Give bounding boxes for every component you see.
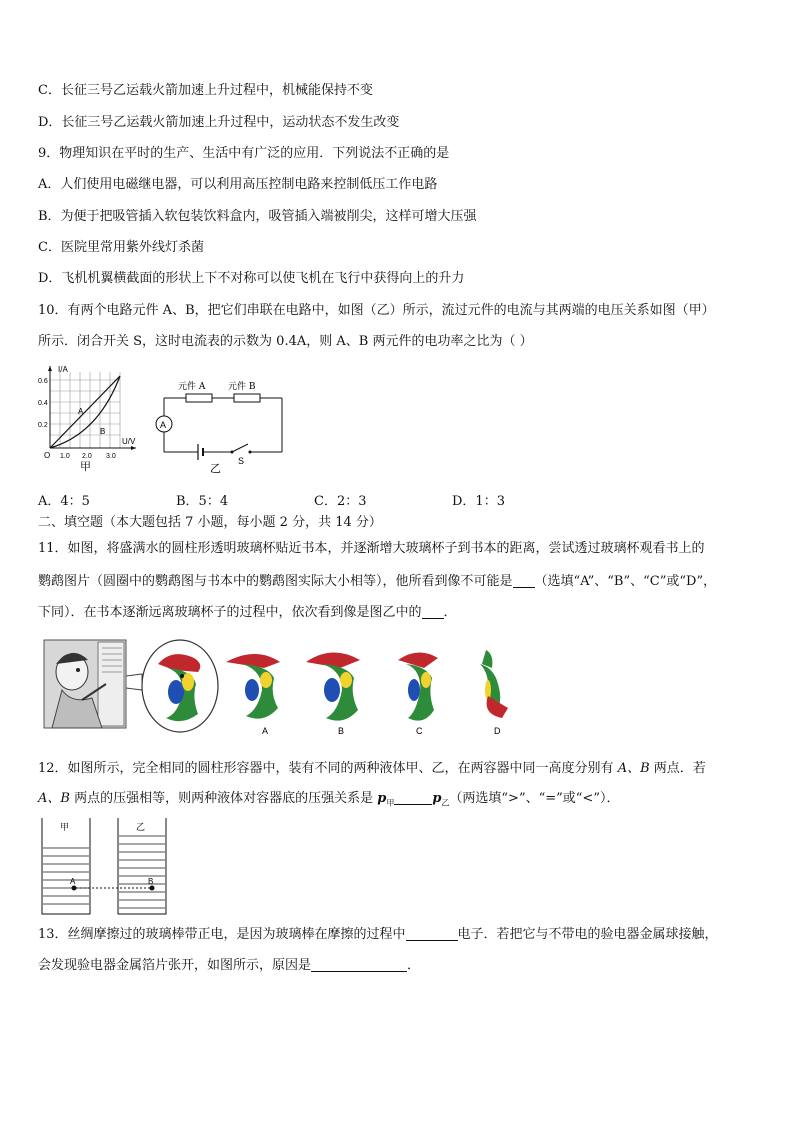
element-a-label: 元件 A <box>178 382 206 392</box>
origin-label: O <box>44 451 51 460</box>
label-d: D <box>494 726 501 736</box>
y-tick: 0.4 <box>38 400 48 407</box>
q11-parrot-figure <box>42 634 522 738</box>
q12-container-figure <box>38 816 168 918</box>
q11-line2: 鹦鹉图片（圆圈中的鹦鹉图与书本中的鹦鹉图实际大小相等），他所看到像不可能是 （选填“A”、“B”、“C”或“D”， <box>38 574 717 589</box>
switch-label: S <box>238 456 245 466</box>
curve-a-label: A <box>78 407 84 416</box>
x-tick: 2.0 <box>82 453 92 460</box>
point-a <box>72 886 77 891</box>
q12-line1: 12．如图所示，完全相同的圆柱形容器中，装有不同的两种液体甲、乙，在两容器中同一高度分别有 A、B 两点．若 <box>38 761 706 776</box>
y-tick: 0.6 <box>38 378 48 385</box>
parrot-b <box>306 652 360 720</box>
parrot-d <box>480 650 508 718</box>
q13-blank-2 <box>311 957 407 972</box>
curve-a <box>50 376 120 448</box>
q13-line2: 会发现验电器金属箔片张开，如图所示，原因是 ． <box>38 958 421 973</box>
switch <box>232 444 248 452</box>
container-jia-label: 甲 <box>60 823 70 833</box>
q9-option-c: C．医院里常用紫外线灯杀菌 <box>38 240 204 255</box>
q8-option-c: C．长征三号乙运载火箭加速上升过程中，机械能保持不变 <box>38 83 373 98</box>
q11-line3: 下同）．在书本逐渐远离玻璃杯子的过程中，依次看到像是图乙中的 ． <box>38 605 457 620</box>
q11-line1: 11．如图，将盛满水的圆柱形透明玻璃杯贴近书本，并逐渐增大玻璃杯子到书本的距离，尝试透过玻璃杯观看书上的 <box>38 541 705 556</box>
q9-option-a: A．人们使用电磁继电器，可以利用高压控制电路来控制低压工作电路 <box>38 177 438 192</box>
element-b <box>234 394 260 402</box>
circuit-caption: 乙 <box>210 462 221 474</box>
q10-iu-graph <box>36 362 148 474</box>
x-tick: 1.0 <box>60 453 70 460</box>
element-b-label: 元件 B <box>228 382 256 392</box>
section-title: 二、填空题（本大题包括 7 小题，每小题 2 分，共 14 分） <box>38 515 382 530</box>
parrot-a <box>226 654 280 719</box>
parrot-c <box>398 652 438 720</box>
x-axis-label: U/V <box>122 437 136 446</box>
ammeter-label: A <box>160 420 167 430</box>
q11-blank-2 <box>422 604 444 619</box>
q10-option-b: B．5：4 <box>176 494 229 509</box>
q11-blank-1 <box>513 573 535 588</box>
q10-option-c: C．2：3 <box>314 494 367 509</box>
q8-option-d: D．长征三号乙运载火箭加速上升过程中，运动状态不发生改变 <box>38 115 400 130</box>
point-b <box>150 886 155 891</box>
q12-line2: A、B 两点的压强相等，则两种液体对容器底的压强关系是 $p_甲$ $p_乙$（两选填“>”、“=”或“<”）． <box>38 791 620 808</box>
q10-stem-line1: 10．有两个电路元件 A、B，把它们串联在电路中，如图（乙）所示，流过元件的电流与其两端的电压关系如图（甲） <box>38 303 715 318</box>
q9-stem: 9．物理知识在平时的生产、生活中有广泛的应用．下列说法不正确的是 <box>38 146 450 161</box>
graph-caption: 甲 <box>80 460 91 473</box>
q13-blank-1 <box>406 926 458 941</box>
element-a <box>186 394 212 402</box>
y-axis-label: I/A <box>58 365 68 374</box>
q9-option-b: B．为便于把吸管插入软包装饮料盒内，吸管插入端被削尖，这样可增大压强 <box>38 209 477 224</box>
q10-option-d: D．1：3 <box>452 494 505 509</box>
x-tick: 3.0 <box>106 453 116 460</box>
boy-reading-image <box>44 640 126 728</box>
point-a-label: A <box>70 877 76 886</box>
q10-option-a: A．4：5 <box>38 494 90 509</box>
container-yi-label: 乙 <box>136 823 146 833</box>
y-tick: 0.2 <box>38 422 48 429</box>
label-a: A <box>262 726 269 736</box>
q10-stem-line2: 所示．闭合开关 S，这时电流表的示数为 0.4A，则 A、B 两元件的电功率之比为（ ） <box>38 334 533 349</box>
label-c: C <box>416 726 423 736</box>
curve-b-label: B <box>100 427 106 436</box>
q12-blank <box>394 790 432 805</box>
q9-option-d: D．飞机机翼横截面的形状上下不对称可以使飞机在飞行中获得向上的升力 <box>38 271 465 286</box>
point-b-label: B <box>148 877 154 886</box>
label-b: B <box>338 726 345 736</box>
q10-circuit <box>150 374 290 474</box>
q13-line1: 13．丝绸摩擦过的玻璃棒带正电，是因为玻璃棒在摩擦的过程中 电子．若把它与不带电的验电器金属球接触， <box>38 927 718 942</box>
